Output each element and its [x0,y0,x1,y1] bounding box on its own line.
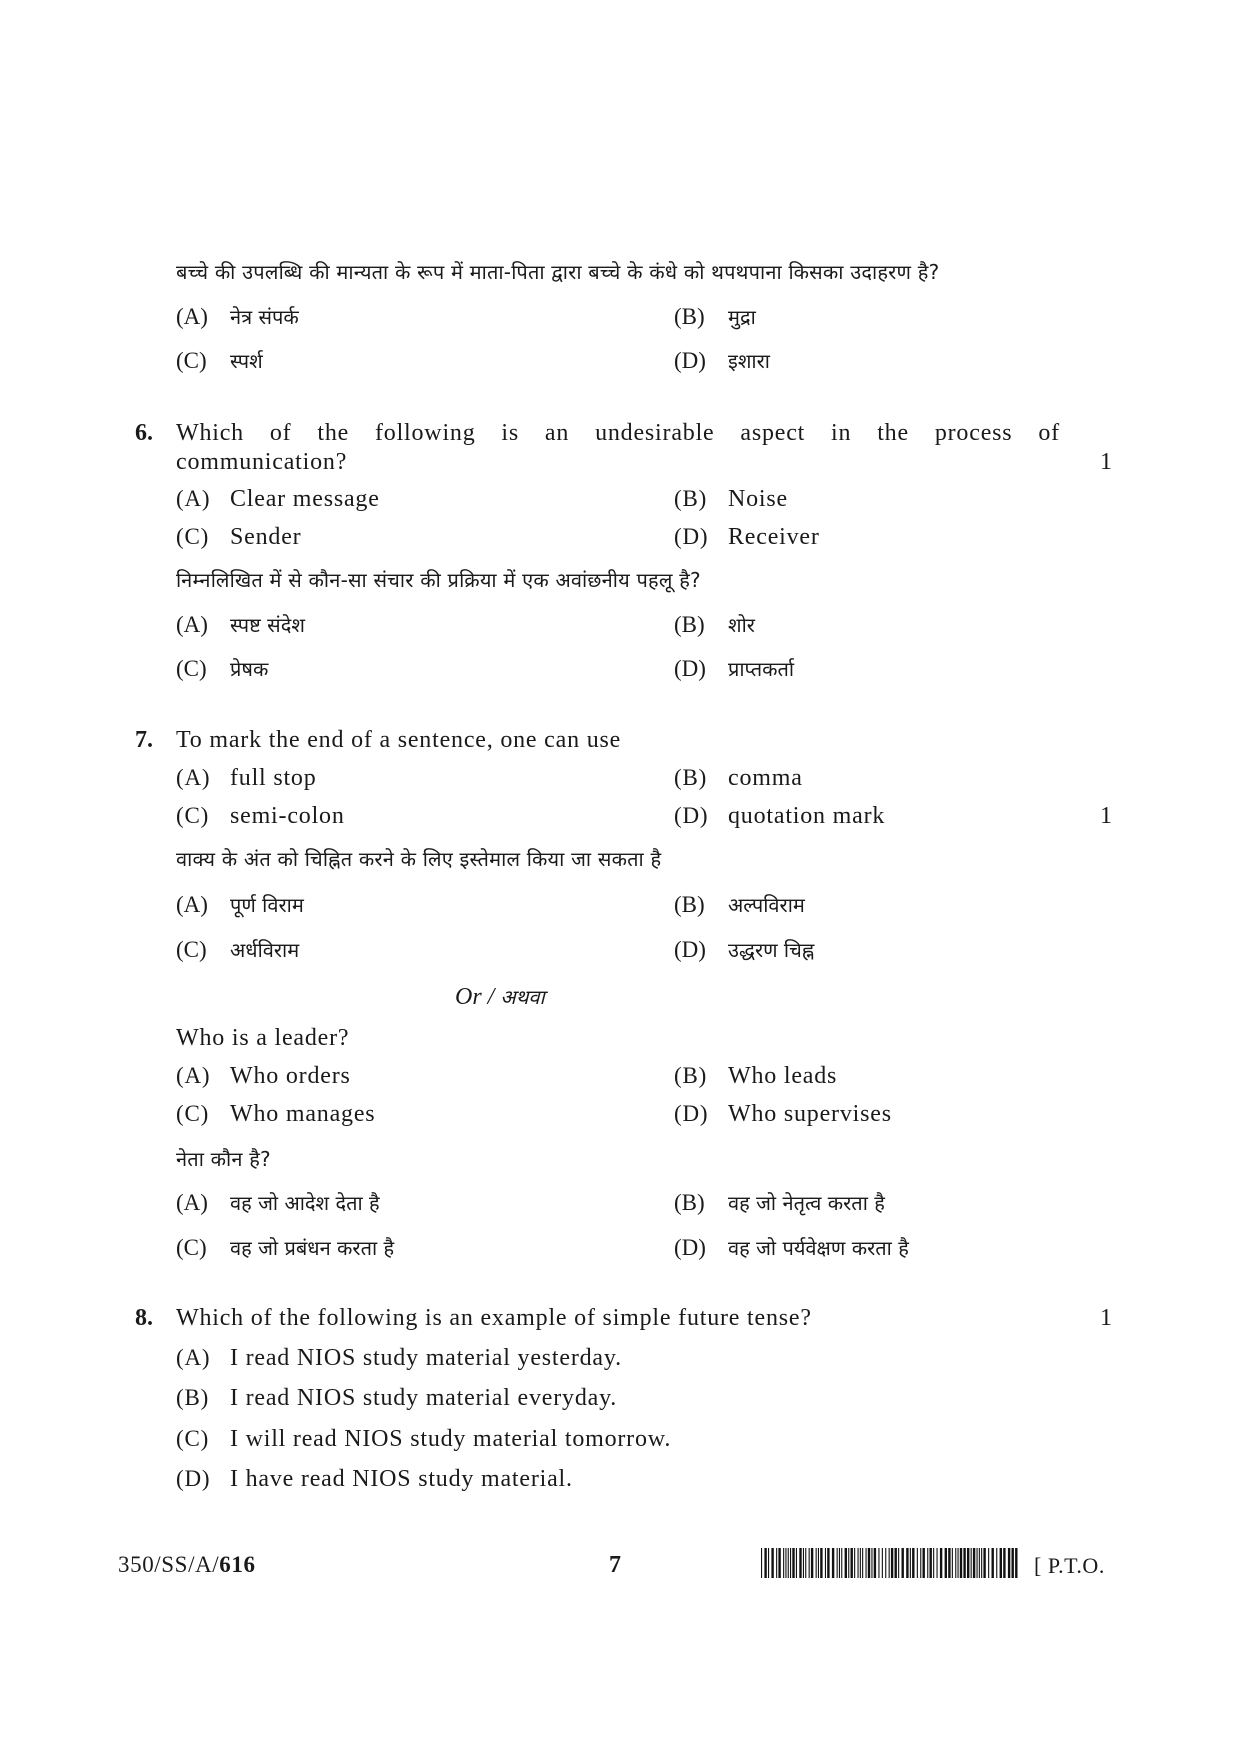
q7-hindi-option-b: (B) अल्पविराम [674,892,805,917]
q7-alt-question: Who is a leader? [176,1025,350,1051]
q6-number: 6. [135,420,153,446]
q7-hindi-question: वाक्य के अंत को चिह्नित करने के लिए इस्तेमाल किया जा सकता है [176,847,662,871]
q6-question-line2: communication? [176,449,348,475]
q5-hindi-question: बच्चे की उपलब्धि की मान्यता के रूप में माता-पिता द्वारा बच्चे के कंधे को थपथपाना किसका उदाहरण है? [176,260,940,284]
q7-option-b: (B) comma [674,765,803,791]
q7-alt-hindi-option-c: (C) वह जो प्रबंधन करता है [176,1235,395,1260]
page-number: 7 [609,1552,621,1578]
q7-question: To mark the end of a sentence, one can use [176,727,622,753]
q5-hindi-option-c: (C) स्पर्श [176,348,263,373]
q8-option-d: (D) I have read NIOS study material. [176,1466,573,1492]
q6-question-line1: Which of the following is an undesirable aspect in the process of [176,420,1060,446]
q6-option-b: (B) Noise [674,486,788,512]
q6-hindi-option-a: (A) स्पष्ट संदेश [176,612,305,637]
q7-option-d: (D) quotation mark [674,803,886,829]
q7-alt-hindi-option-d: (D) वह जो पर्यवेक्षण करता है [674,1235,909,1260]
q5-hindi-option-b: (B) मुद्रा [674,304,756,329]
q7-alt-hindi-option-a: (A) वह जो आदेश देता है [176,1190,380,1215]
q8-option-a: (A) I read NIOS study material yesterday. [176,1345,622,1371]
q7-alt-option-a: (A) Who orders [176,1063,351,1089]
q8-marks: 1 [1100,1305,1112,1331]
q7-alt-option-b: (B) Who leads [674,1063,838,1089]
q6-option-c: (C) Sender [176,524,302,550]
paper-code: 350/SS/A/616 [118,1552,256,1577]
q5-hindi-option-a: (A) नेत्र संपर्क [176,304,299,329]
q7-alt-hindi-question: नेता कौन है? [176,1147,271,1171]
q7-hindi-option-c: (C) अर्धविराम [176,937,300,962]
q6-hindi-option-b: (B) शोर [674,612,755,637]
q6-hindi-option-d: (D) प्राप्तकर्ता [674,656,795,681]
q7-alt-option-d: (D) Who supervises [674,1101,892,1127]
q7-hindi-option-a: (A) पूर्ण विराम [176,892,304,917]
q7-option-c: (C) semi-colon [176,803,345,829]
q8-option-b: (B) I read NIOS study material everyday. [176,1385,618,1411]
or-separator: Or / अथवा [455,984,545,1010]
q5-hindi-option-d: (D) इशारा [674,348,770,373]
barcode [761,1548,1019,1578]
q6-hindi-question: निम्नलिखित में से कौन-सा संचार की प्रक्रिया में एक अवांछनीय पहलू है? [176,568,701,592]
q8-question: Which of the following is an example of simple future tense? [176,1305,812,1331]
q7-marks: 1 [1100,803,1112,829]
q6-option-d: (D) Receiver [674,524,820,550]
q7-number: 7. [135,727,153,753]
q7-hindi-option-d: (D) उद्धरण चिह्न [674,937,815,962]
q6-marks: 1 [1100,449,1112,475]
q7-option-a: (A) full stop [176,765,317,791]
q8-option-c: (C) I will read NIOS study material tomorrow. [176,1426,672,1452]
q7-alt-hindi-option-b: (B) वह जो नेतृत्व करता है [674,1190,885,1215]
pto-label: [ P.T.O. [1034,1553,1105,1578]
q6-option-a: (A) Clear message [176,486,380,512]
q8-number: 8. [135,1305,153,1331]
q7-alt-option-c: (C) Who manages [176,1101,376,1127]
q6-hindi-option-c: (C) प्रेषक [176,656,269,681]
